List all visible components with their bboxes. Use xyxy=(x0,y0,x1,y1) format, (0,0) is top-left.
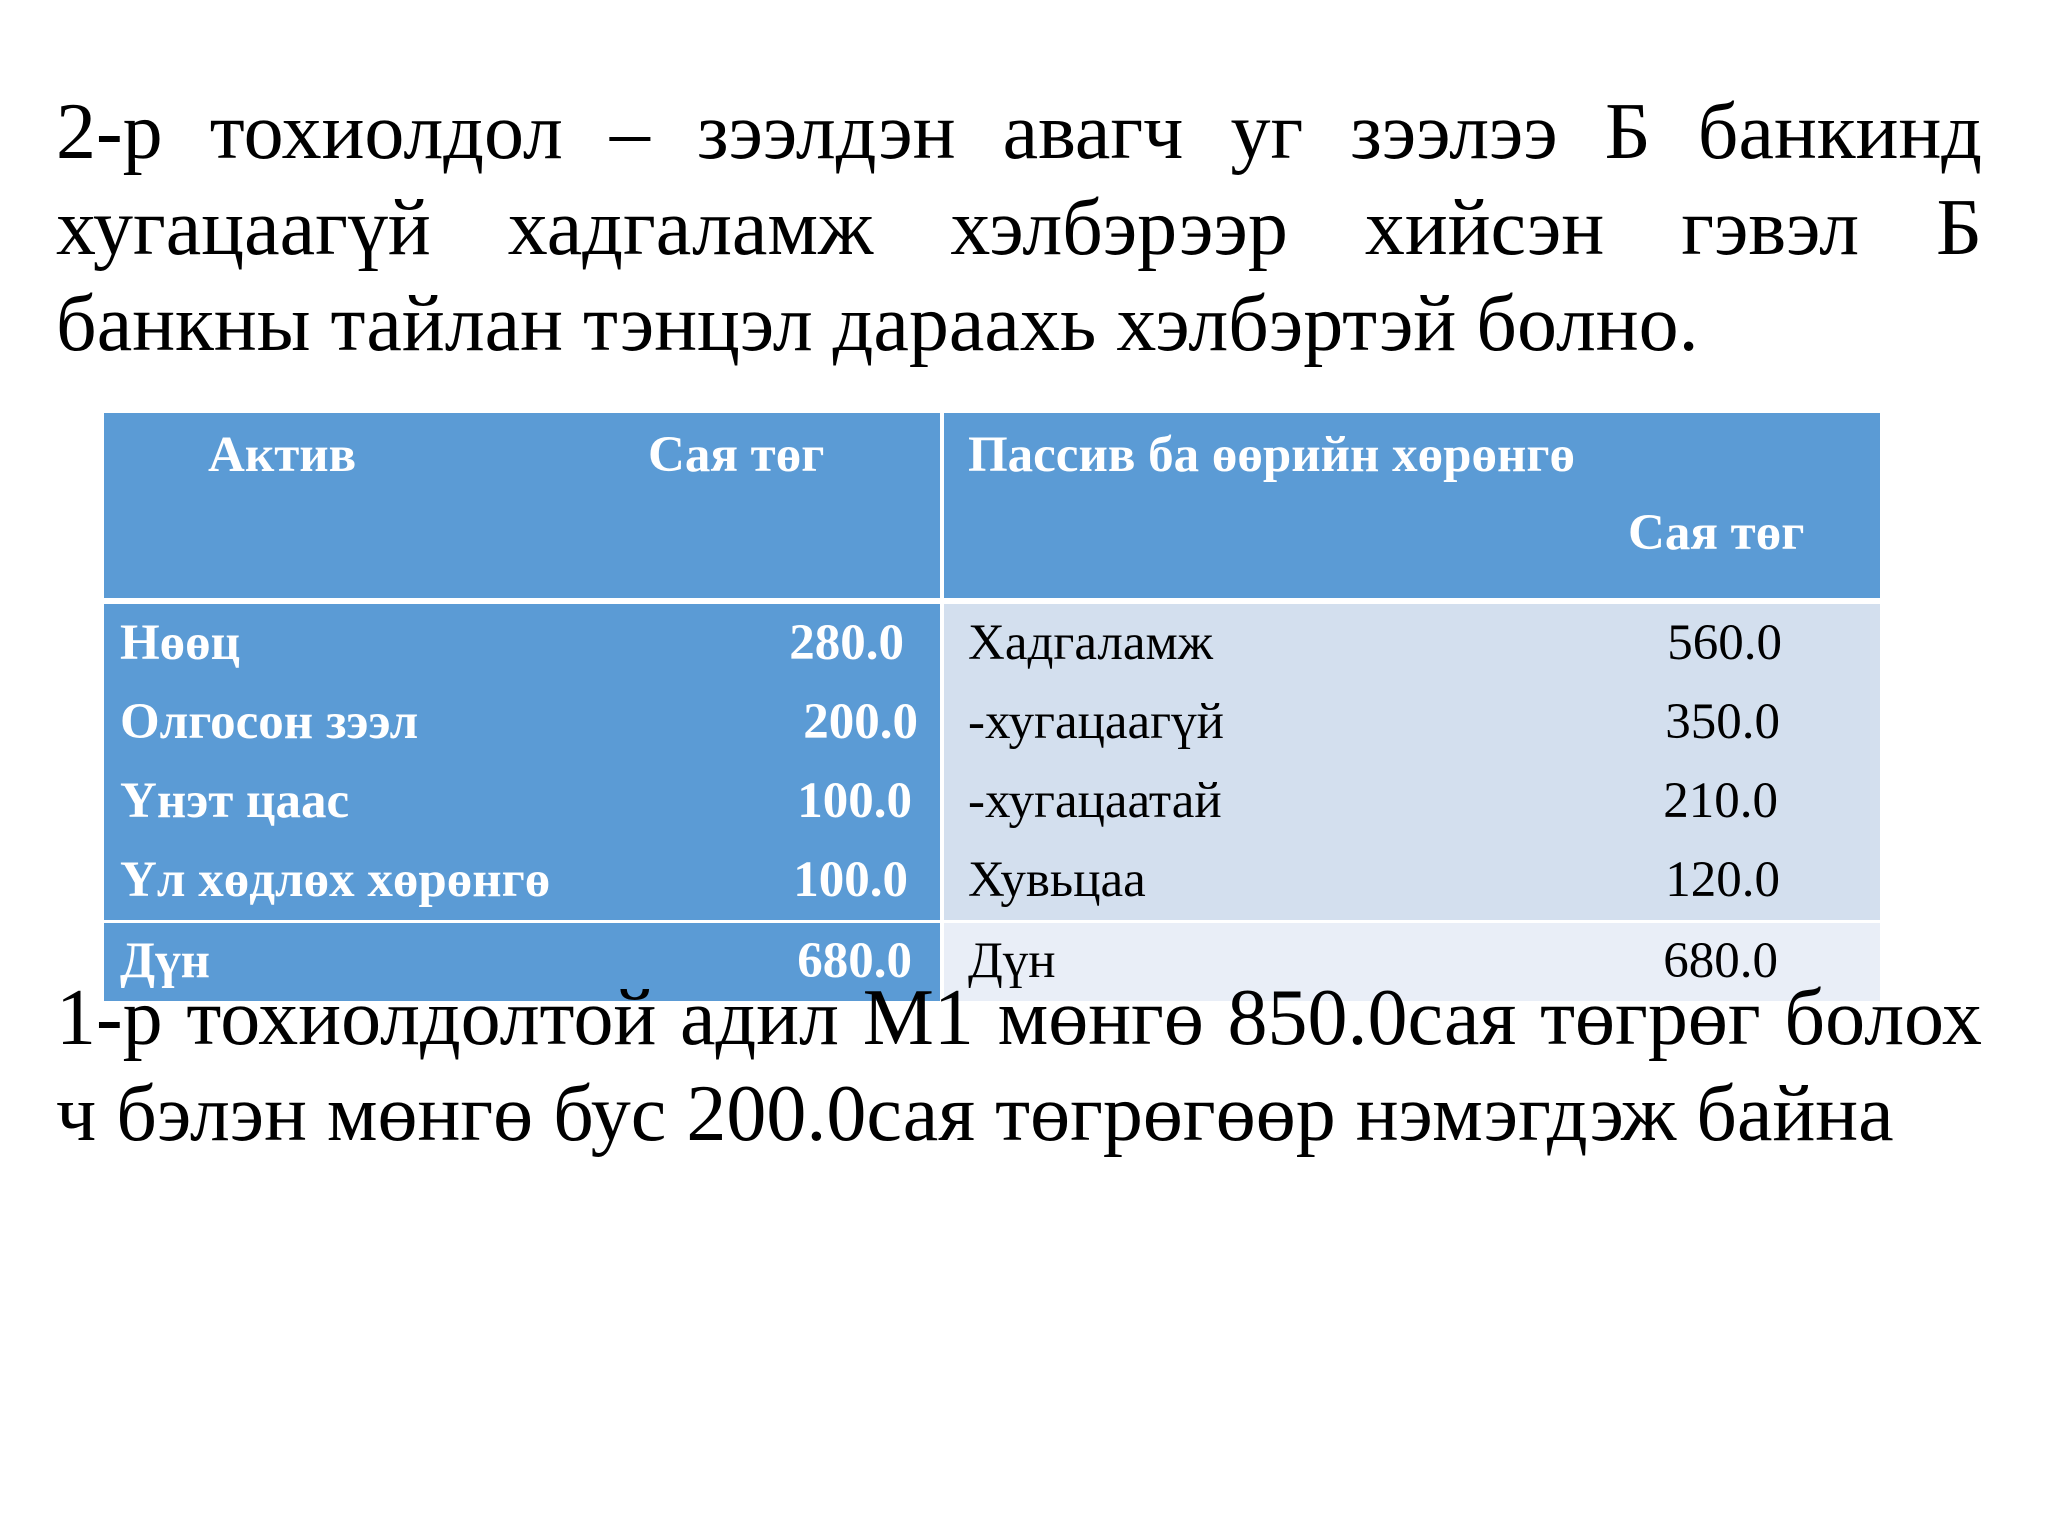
asset-value: 200.0 xyxy=(803,694,918,750)
liability-label: -хугацаатай xyxy=(968,773,1222,829)
asset-label: Олгосон зээл xyxy=(120,694,419,750)
assets-header: Актив xyxy=(208,427,357,483)
liability-label: Хувьцаа xyxy=(968,852,1146,908)
asset-label: Үнэт цаас xyxy=(120,773,350,829)
liabilities-total-value: 680.0 xyxy=(1663,933,1778,989)
assets-total-label: Дүн xyxy=(120,933,210,989)
liabilities-unit-header: Сая төг xyxy=(1628,505,1805,561)
liability-label: -хугацаагүй xyxy=(968,694,1224,750)
intro-line-2: хугацаагүй хадгаламж хэлбэрээр хийсэн гэвэл Б xyxy=(56,184,1982,272)
liability-value: 210.0 xyxy=(1663,773,1778,829)
asset-value: 280.0 xyxy=(789,615,904,671)
liabilities-header: Пассив ба өөрийн хөрөнгө xyxy=(968,427,1576,483)
assets-unit-header: Сая төг xyxy=(648,427,825,483)
asset-value: 100.0 xyxy=(793,852,908,908)
liability-value: 560.0 xyxy=(1667,615,1782,671)
asset-label: Үл хөдлөх хөрөнгө xyxy=(120,852,551,908)
intro-line-1: 2-р тохиолдол – зээлдэн авагч уг зээлээ Б банкинд xyxy=(56,88,1982,176)
liability-label: Хадгаламж xyxy=(968,615,1214,671)
assets-total-value: 680.0 xyxy=(797,933,912,989)
balance-sheet-table xyxy=(104,413,1880,1001)
asset-value: 100.0 xyxy=(797,773,912,829)
liability-value: 120.0 xyxy=(1665,852,1780,908)
outro-line-1: 1-р тохиолдолтой адил M1 мөнгө 850.0сая төгрөг болох xyxy=(56,974,1982,1062)
asset-label: Нөөц xyxy=(120,615,241,671)
outro-line-2: ч бэлэн мөнгө бус 200.0сая төгрөгөөр нэмэгдэж байна xyxy=(56,1070,1894,1158)
liability-value: 350.0 xyxy=(1665,694,1780,750)
intro-paragraph xyxy=(56,84,1982,372)
liabilities-total-label: Дүн xyxy=(968,933,1056,989)
intro-line-3: банкны тайлан тэнцэл дараахь хэлбэртэй болно. xyxy=(56,280,1699,368)
outro-paragraph xyxy=(56,970,1982,1162)
